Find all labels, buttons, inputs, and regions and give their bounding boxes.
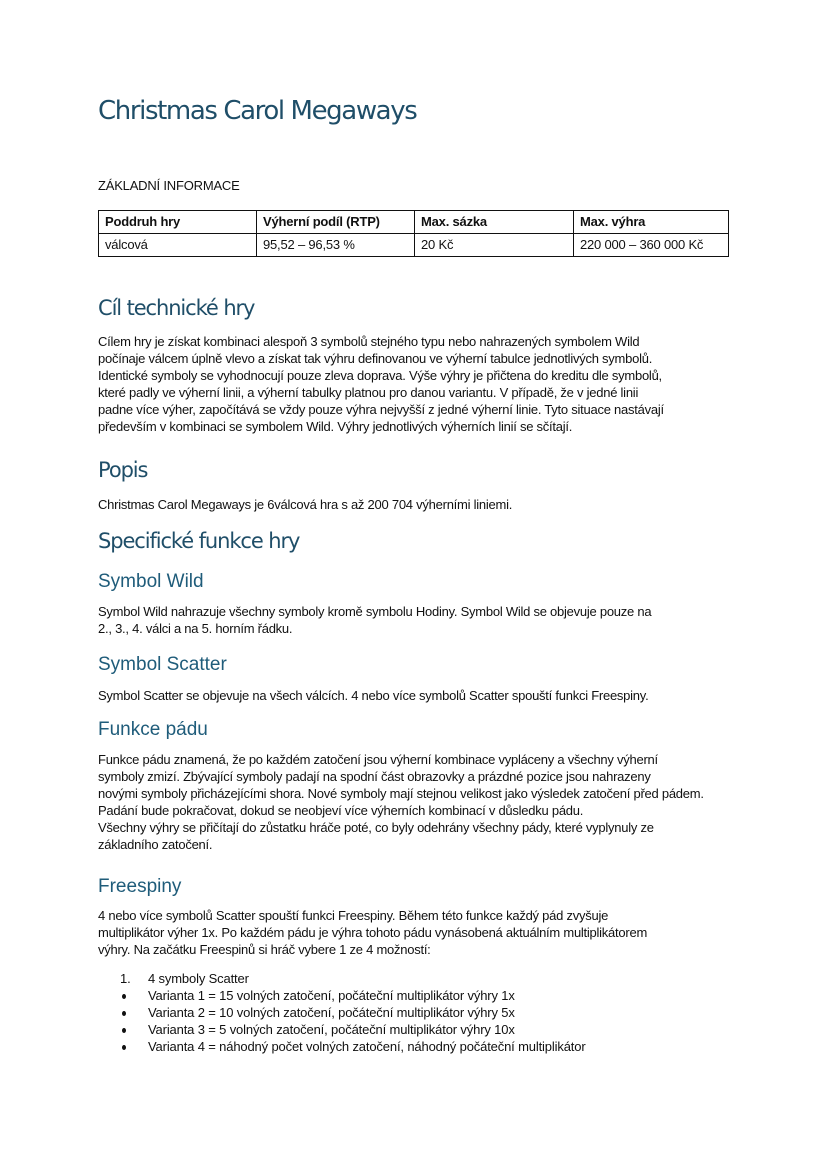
text-line: výhry. Na začátku Freespinů si hráč vybere 1 ze 4 možností:	[98, 942, 431, 957]
table-cell: 220 000 – 360 000 Kč	[574, 234, 729, 257]
text-line: Christmas Carol Megaways je 6válcová hra s až 200 704 výherními liniemi.	[98, 497, 513, 512]
bullet-icon	[122, 1028, 126, 1033]
list-item	[120, 1038, 586, 1055]
text-line: symboly zmizí. Zbývající symboly padají na spodní část obrazovky a prázdné pozice jsou nahrazeny	[98, 769, 651, 784]
table-cell: 95,52 – 96,53 %	[257, 234, 415, 257]
table-header-cell: Poddruh hry	[99, 211, 257, 234]
table-cell: válcová	[99, 234, 257, 257]
section-heading-specific: Specifické funkce hry	[98, 529, 300, 553]
text-line: padne více výher, započítává se vždy pouze výhra nejvyšší z jedné výherní linie. Tyto situace nastávají	[98, 402, 664, 417]
text-line: Všechny výhry se přičítají do zůstatku hráče poté, co byly odehrány všechny pády, které vyplynuly ze	[98, 820, 654, 835]
text-line: které padly ve výherní linii, a výherní tabulky platnou pro danou variantu. V případě, že v jedné linii	[98, 385, 639, 400]
section-heading-goal: Cíl technické hry	[98, 296, 255, 320]
table-header-cell: Max. výhra	[574, 211, 729, 234]
list-number: 1.	[120, 971, 131, 986]
table-header-row	[99, 211, 729, 234]
text-line: Symbol Scatter se objevuje na všech válcích. 4 nebo více symbolů Scatter spouští funkci Freespiny.	[98, 688, 649, 703]
bullet-icon	[122, 1045, 126, 1050]
text-line: novými symboly přicházejícími shora. Nové symboly mají stejnou velikost jako výsledek zatočení před pádem.	[98, 786, 704, 801]
list-item-text: Varianta 4 = náhodný počet volných zatočení, náhodný počáteční multiplikátor	[148, 1039, 586, 1054]
text-line: Symbol Wild nahrazuje všechny symboly kromě symbolu Hodiny. Symbol Wild se objevuje pouze na	[98, 604, 652, 619]
list-item-text: Varianta 2 = 10 volných zatočení, počáteční multiplikátor výhry 5x	[148, 1005, 515, 1020]
wild-paragraph	[98, 603, 758, 637]
list-item	[120, 970, 586, 987]
subsection-heading-freespins: Freespiny	[98, 876, 182, 897]
subsection-heading-cascade: Funkce pádu	[98, 719, 208, 740]
bullet-icon	[122, 1011, 126, 1016]
text-line: Identické symboly se vyhodnocují pouze zleva doprava. Výše výhry je přičtena do kreditu dle symbolů,	[98, 368, 662, 383]
list-item	[120, 1004, 586, 1021]
description-paragraph	[98, 496, 758, 513]
freespins-paragraph	[98, 907, 758, 958]
list-item	[120, 1021, 586, 1038]
bullet-icon	[122, 994, 126, 999]
text-line: Padání bude pokračovat, dokud se neobjeví více výherních kombinací v důsledku pádu.	[98, 803, 584, 818]
text-line: multiplikátor výher 1x. Po každém pádu je výhra tohoto pádu vynásobená aktuálním multiplikátorem	[98, 925, 648, 940]
document-title: Christmas Carol Megaways	[98, 96, 417, 126]
section-heading-description: Popis	[98, 458, 148, 482]
table-header-cell: Výherní podíl (RTP)	[257, 211, 415, 234]
text-line: základního zatočení.	[98, 837, 213, 852]
text-line: Cílem hry je získat kombinaci alespoň 3 symbolů stejného typu nebo nahrazených symbolem Wild	[98, 334, 640, 349]
goal-paragraph	[98, 333, 758, 435]
table-header-cell: Max. sázka	[415, 211, 574, 234]
list-item-text: 4 symboly Scatter	[148, 971, 249, 986]
basic-info-heading: ZÁKLADNÍ INFORMACE	[98, 178, 240, 193]
cascade-paragraph	[98, 751, 758, 853]
text-line: počínaje válcem úplně vlevo a získat tak výhru definovanou ve výherní tabulce jednotlivých symbolů.	[98, 351, 653, 366]
subsection-heading-scatter: Symbol Scatter	[98, 654, 227, 675]
scatter-paragraph	[98, 687, 758, 704]
freespins-options-list	[120, 970, 586, 1055]
subsection-heading-wild: Symbol Wild	[98, 571, 204, 592]
list-item-text: Varianta 3 = 5 volných zatočení, počáteční multiplikátor výhry 10x	[148, 1022, 515, 1037]
text-line: Funkce pádu znamená, že po každém zatočení jsou výherní kombinace vypláceny a všechny výherní	[98, 752, 658, 767]
text-line: 4 nebo více symbolů Scatter spouští funkci Freespiny. Během této funkce každý pád zvyšuje	[98, 908, 609, 923]
text-line: především v kombinaci se symbolem Wild. Výhry jednotlivých výherních linií se sčítají.	[98, 419, 573, 434]
list-item-text: Varianta 1 = 15 volných zatočení, počáteční multiplikátor výhry 1x	[148, 988, 515, 1003]
basic-info-table	[98, 210, 729, 257]
text-line: 2., 3., 4. válci a na 5. horním řádku.	[98, 621, 293, 636]
table-row	[99, 234, 729, 257]
table-cell: 20 Kč	[415, 234, 574, 257]
list-item	[120, 987, 586, 1004]
